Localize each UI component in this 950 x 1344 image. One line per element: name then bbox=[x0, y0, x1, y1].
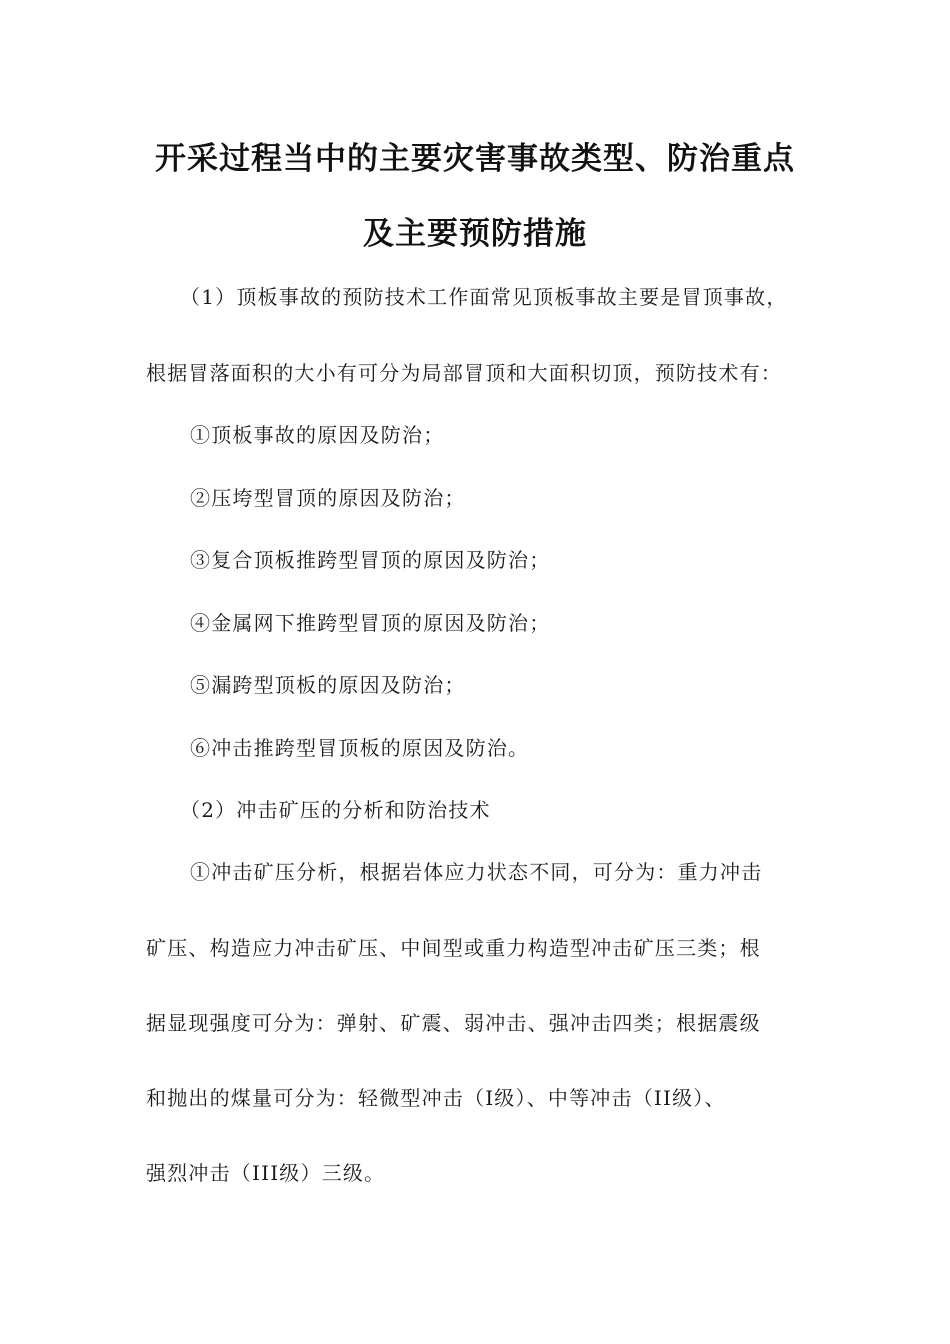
paragraph-line: 据显现强度可分为：弹射、矿震、弱冲击、强冲击四类；根据震级 bbox=[146, 1011, 761, 1035]
list-item: ④金属网下推跨型冒顶的原因及防治； bbox=[190, 611, 551, 635]
list-item: ②压垮型冒顶的原因及防治； bbox=[190, 486, 466, 510]
document-title-line-1: 开采过程当中的主要灾害事故类型、防治重点 bbox=[155, 141, 795, 177]
list-item: ⑤漏跨型顶板的原因及防治； bbox=[190, 673, 466, 697]
document-title-line-2: 及主要预防措施 bbox=[363, 216, 587, 252]
paragraph-line: ①冲击矿压分析，根据岩体应力状态不同，可分为：重力冲击 bbox=[190, 860, 763, 884]
paragraph-line: 矿压、构造应力冲击矿压、中间型或重力构造型冲击矿压三类；根 bbox=[146, 936, 761, 960]
paragraph-line: 根据冒落面积的大小有可分为局部冒顶和大面积切顶，预防技术有： bbox=[146, 361, 782, 385]
list-item: ⑥冲击推跨型冒顶板的原因及防治。 bbox=[190, 736, 530, 760]
paragraph-line: 强烈冲击（III级）三级。 bbox=[146, 1161, 386, 1185]
paragraph-line: （1）顶板事故的预防技术工作面常见顶板事故主要是冒顶事故， bbox=[180, 285, 788, 309]
section-heading: （2）冲击矿压的分析和防治技术 bbox=[180, 798, 491, 822]
paragraph-line: 和抛出的煤量可分为：轻微型冲击（I级）、中等冲击（II级）、 bbox=[146, 1086, 726, 1110]
list-item: ③复合顶板推跨型冒顶的原因及防治； bbox=[190, 548, 551, 572]
list-item: ①顶板事故的原因及防治； bbox=[190, 423, 445, 447]
